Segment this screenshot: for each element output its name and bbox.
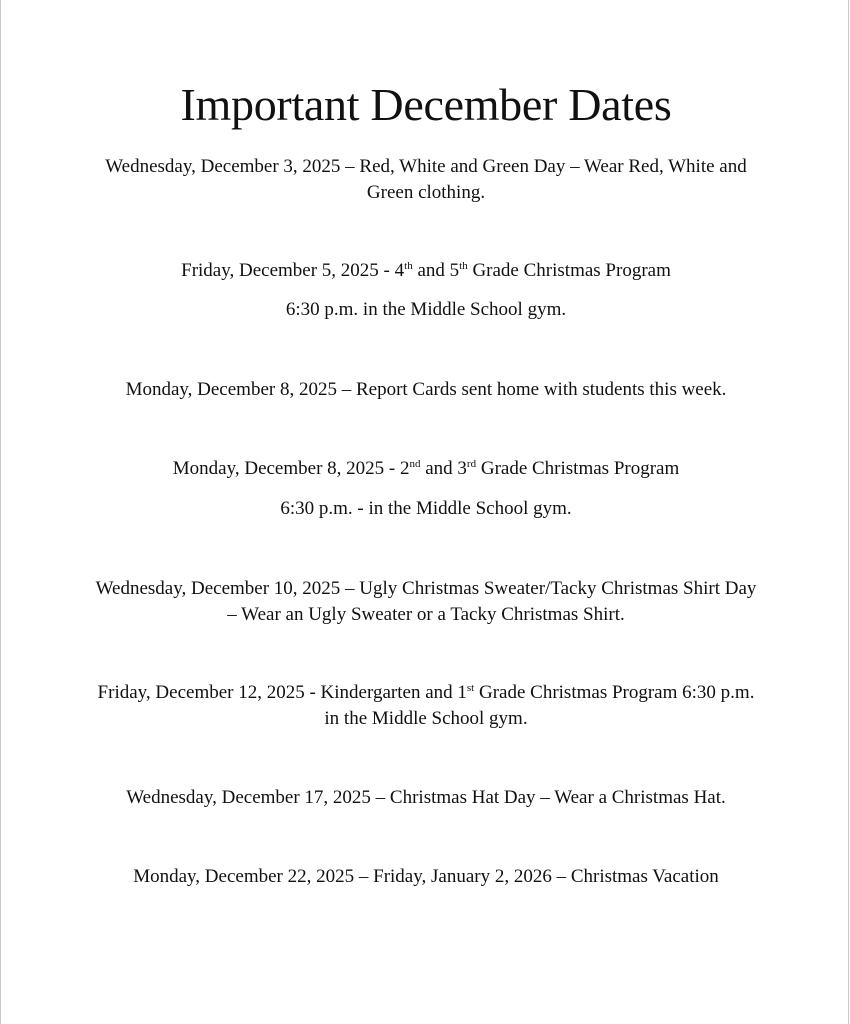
date-entry-ugly-sweater-day: Wednesday, December 10, 2025 – Ugly Christmas Sweater/Tacky Christmas Shirt Day – Wear an Ugly Sweater or a Tacky Christmas Shirt. (95, 578, 757, 625)
date-entry-2nd-3rd-program-line1 (91, 456, 761, 482)
date-entry-christmas-vacation: Monday, December 22, 2025 – Friday, January 2, 2026 – Christmas Vacation (133, 866, 719, 887)
entry-text: and 5 (412, 260, 460, 281)
ordinal-suffix: th (404, 260, 413, 272)
date-entry-4th-5th-program-line1 (91, 258, 761, 284)
ordinal-suffix: nd (409, 458, 421, 470)
entry-text: Grade Christmas Program 6:30 p.m. in the Middle School gym. (324, 682, 755, 729)
entry-text: Grade Christmas Program (467, 260, 671, 281)
ordinal-suffix: rd (466, 458, 477, 470)
date-entry-red-white-green-day: Wednesday, December 3, 2025 – Red, White and Green Day – Wear Red, White and Green clothing. (105, 156, 747, 203)
ordinal-suffix: st (466, 682, 475, 694)
date-entry-report-cards: Monday, December 8, 2025 – Report Cards sent home with students this week. (125, 379, 727, 400)
date-entry-2nd-3rd-program-line2: 6:30 p.m. - in the Middle School gym. (280, 498, 572, 519)
date-entry-4th-5th-program-line2: 6:30 p.m. in the Middle School gym. (285, 299, 567, 320)
entry-text: Friday, December 5, 2025 - 4 (181, 260, 405, 281)
entry-text: Grade Christmas Program (476, 458, 680, 479)
entry-text: Monday, December 8, 2025 - 2 (172, 458, 410, 479)
date-entry-christmas-hat-day: Wednesday, December 17, 2025 – Christmas Hat Day – Wear a Christmas Hat. (126, 787, 726, 808)
page-title: Important December Dates (180, 79, 672, 130)
entry-text: Friday, December 12, 2025 - Kindergarten and 1 (97, 682, 467, 703)
entry-text: and 3 (420, 458, 467, 479)
date-entry-kindergarten-1st-program (91, 680, 761, 732)
ordinal-suffix: th (459, 260, 468, 272)
